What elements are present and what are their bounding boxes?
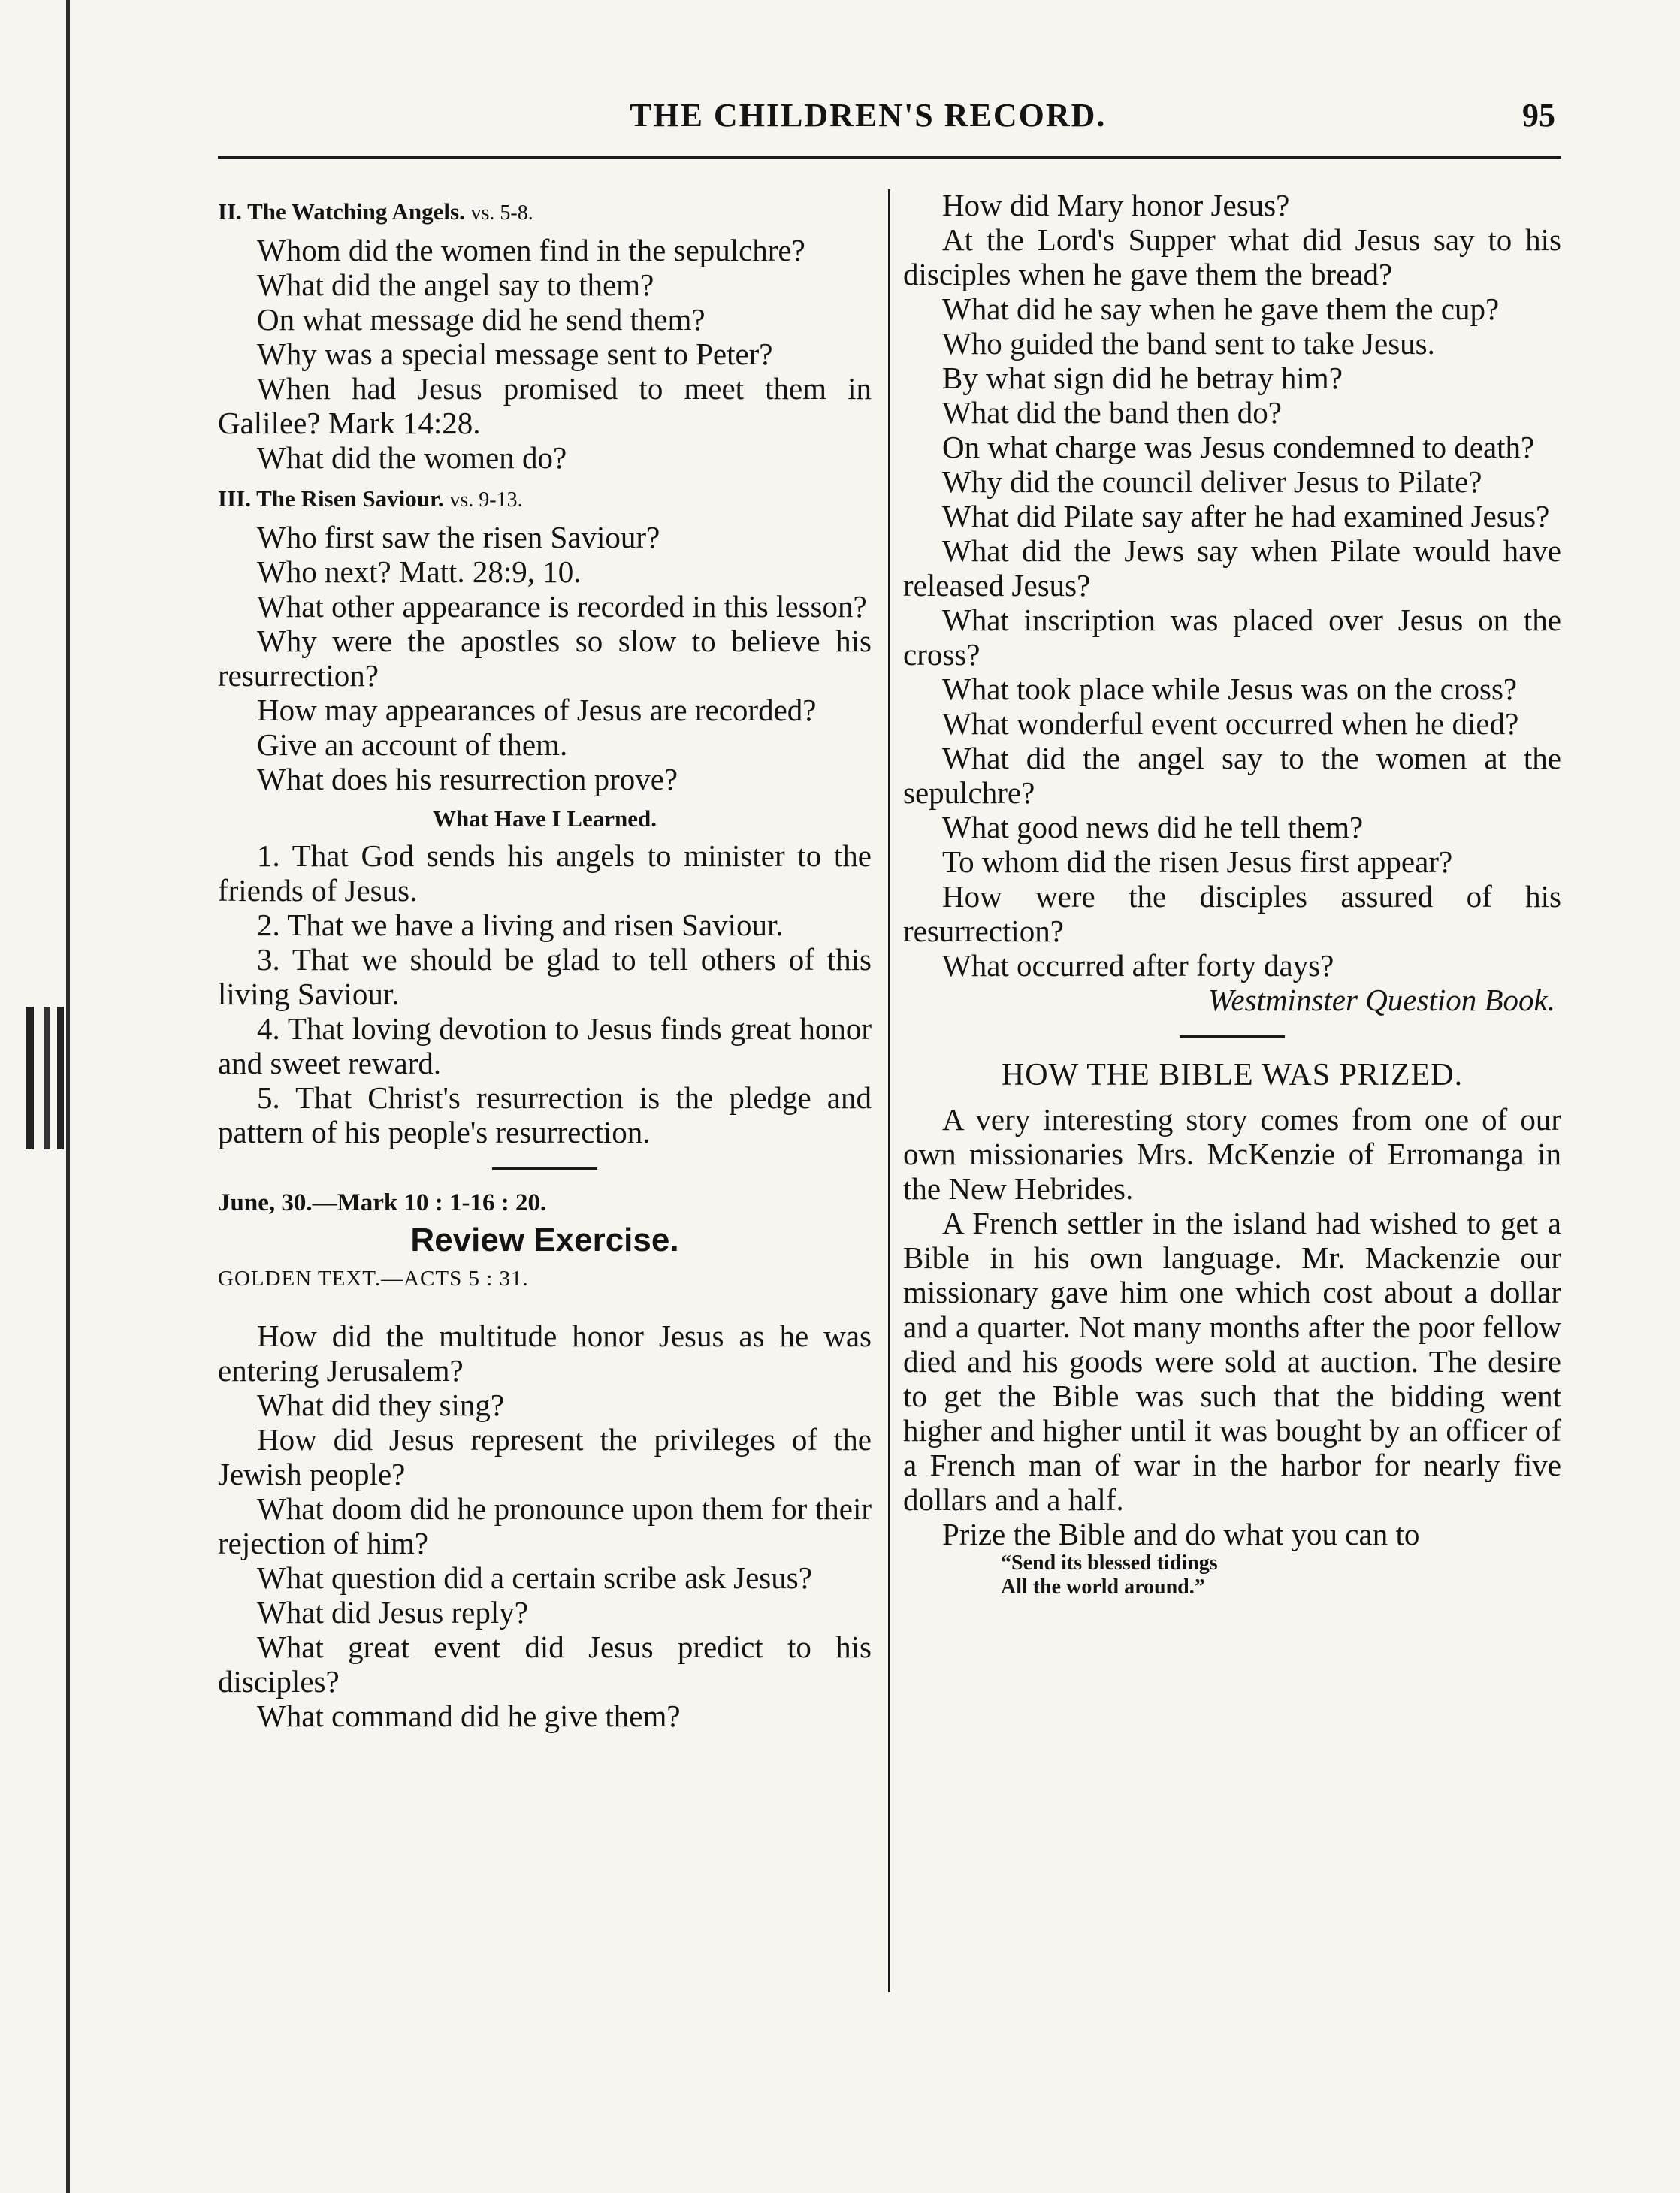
question: What great event did Jesus predict to his disciples? <box>218 1630 872 1699</box>
learned-item: 1. That God sends his angels to minister to the friends of Jesus. <box>218 838 872 908</box>
question: What did the women do? <box>257 440 567 475</box>
binding-stain <box>26 1007 71 1149</box>
question: What does his resurrection prove? <box>257 762 678 796</box>
article-paragraph: A French settler in the island had wished to get a Bible in his own language. Mr. Mackenzie our missionary gave him one which cost about a dollar and a quarter. Not many months after the poor fellow died and his goods were sold at auction. The desire to get the Bible was such that the bidding went higher and higher until it was bought by an officer of a French man of war in the harbor for nearly five dollars and a half. <box>903 1206 1561 1517</box>
section-heading: II. The Watching Angels. vs. 5-8. <box>218 198 533 225</box>
question: What wonderful event occurred when he died? <box>942 706 1519 741</box>
article-paragraph: Prize the Bible and do what you can to <box>942 1517 1420 1551</box>
question: At the Lord's Supper what did Jesus say to his disciples when he gave them the bread? <box>903 222 1561 291</box>
verse-line: “Send its blessed tidings <box>1001 1551 1218 1575</box>
question: Who first saw the risen Saviour? <box>257 520 660 554</box>
question: How may appearances of Jesus are recorded? <box>257 693 817 727</box>
section-rule <box>1180 1035 1285 1038</box>
question: What did the angel say to them? <box>257 267 654 302</box>
learned-item: 3. That we should be glad to tell others of this living Saviour. <box>218 942 872 1011</box>
learned-item: 5. That Christ's resurrection is the pledge and pattern of his people's resurrection. <box>218 1080 872 1149</box>
lesson-date: June, 30.—Mark 10 : 1-16 : 20. <box>218 1189 547 1216</box>
question: What did the band then do? <box>942 395 1283 430</box>
question: On what charge was Jesus condemned to death? <box>942 430 1535 464</box>
learned-item: 4. That loving devotion to Jesus finds great honor and sweet reward. <box>218 1011 872 1080</box>
question: What did the angel say to the women at the sepulchre? <box>903 741 1561 810</box>
question: What did Pilate say after he had examined Jesus? <box>942 499 1550 533</box>
column-divider <box>888 189 890 1992</box>
question: To whom did the risen Jesus first appear? <box>942 844 1453 879</box>
page-number: 95 <box>1522 97 1555 134</box>
question: How were the disciples assured of his resurrection? <box>903 879 1561 948</box>
question: Who next? Matt. 28:9, 10. <box>257 554 582 589</box>
right-column <box>903 188 1561 1599</box>
question: What other appearance is recorded in this lesson? <box>257 589 867 624</box>
article-title: HOW THE BIBLE WAS PRIZED. <box>1001 1058 1464 1092</box>
question: How did the multitude honor Jesus as he was entering Jerusalem? <box>218 1319 872 1388</box>
question: What did they sing? <box>257 1388 505 1422</box>
question: What doom did he pronounce upon them for their rejection of him? <box>218 1491 872 1560</box>
question: What did he say when he gave them the cup? <box>942 291 1500 326</box>
question: Why did the council deliver Jesus to Pilate? <box>942 464 1482 499</box>
question: On what message did he send them? <box>257 302 706 337</box>
running-title: THE CHILDREN'S RECORD. <box>630 97 1107 134</box>
page-header <box>218 96 1555 149</box>
question: How did Jesus represent the privileges of the Jewish people? <box>218 1422 872 1491</box>
question: What inscription was placed over Jesus on the cross? <box>903 603 1561 672</box>
section-heading: III. The Risen Saviour. vs. 9-13. <box>218 485 523 512</box>
question: How did Mary honor Jesus? <box>942 188 1290 222</box>
left-column <box>218 188 872 1733</box>
golden-text: GOLDEN TEXT.—ACTS 5 : 31. <box>218 1267 529 1291</box>
section-rule <box>492 1167 597 1170</box>
question: Give an account of them. <box>257 727 568 762</box>
question: What did the Jews say when Pilate would have released Jesus? <box>903 533 1561 603</box>
header-rule <box>218 156 1561 159</box>
question: What command did he give them? <box>257 1699 681 1733</box>
question: What question did a certain scribe ask Jesus? <box>257 1560 812 1595</box>
learned-heading: What Have I Learned. <box>433 805 657 832</box>
question: What took place while Jesus was on the cross? <box>942 672 1518 706</box>
learned-item: 2. That we have a living and risen Saviour. <box>257 908 784 942</box>
question: Who guided the band sent to take Jesus. <box>942 326 1435 361</box>
question: What did Jesus reply? <box>257 1595 528 1630</box>
question: Why were the apostles so slow to believe his resurrection? <box>218 624 872 693</box>
source-attribution: Westminster Question Book. <box>1208 983 1555 1017</box>
lesson-title: Review Exercise. <box>410 1222 679 1258</box>
verse-line: All the world around.” <box>1001 1575 1205 1599</box>
question: When had Jesus promised to meet them in Galilee? Mark 14:28. <box>218 371 872 440</box>
question: What good news did he tell them? <box>942 810 1364 844</box>
question: Whom did the women find in the sepulchre? <box>257 233 805 267</box>
question: By what sign did he betray him? <box>942 361 1343 395</box>
article-paragraph: A very interesting story comes from one of our own missionaries Mrs. McKenzie of Erromanga in the New Hebrides. <box>903 1102 1561 1206</box>
question: Why was a special message sent to Peter? <box>257 337 773 371</box>
question: What occurred after forty days? <box>942 948 1334 983</box>
